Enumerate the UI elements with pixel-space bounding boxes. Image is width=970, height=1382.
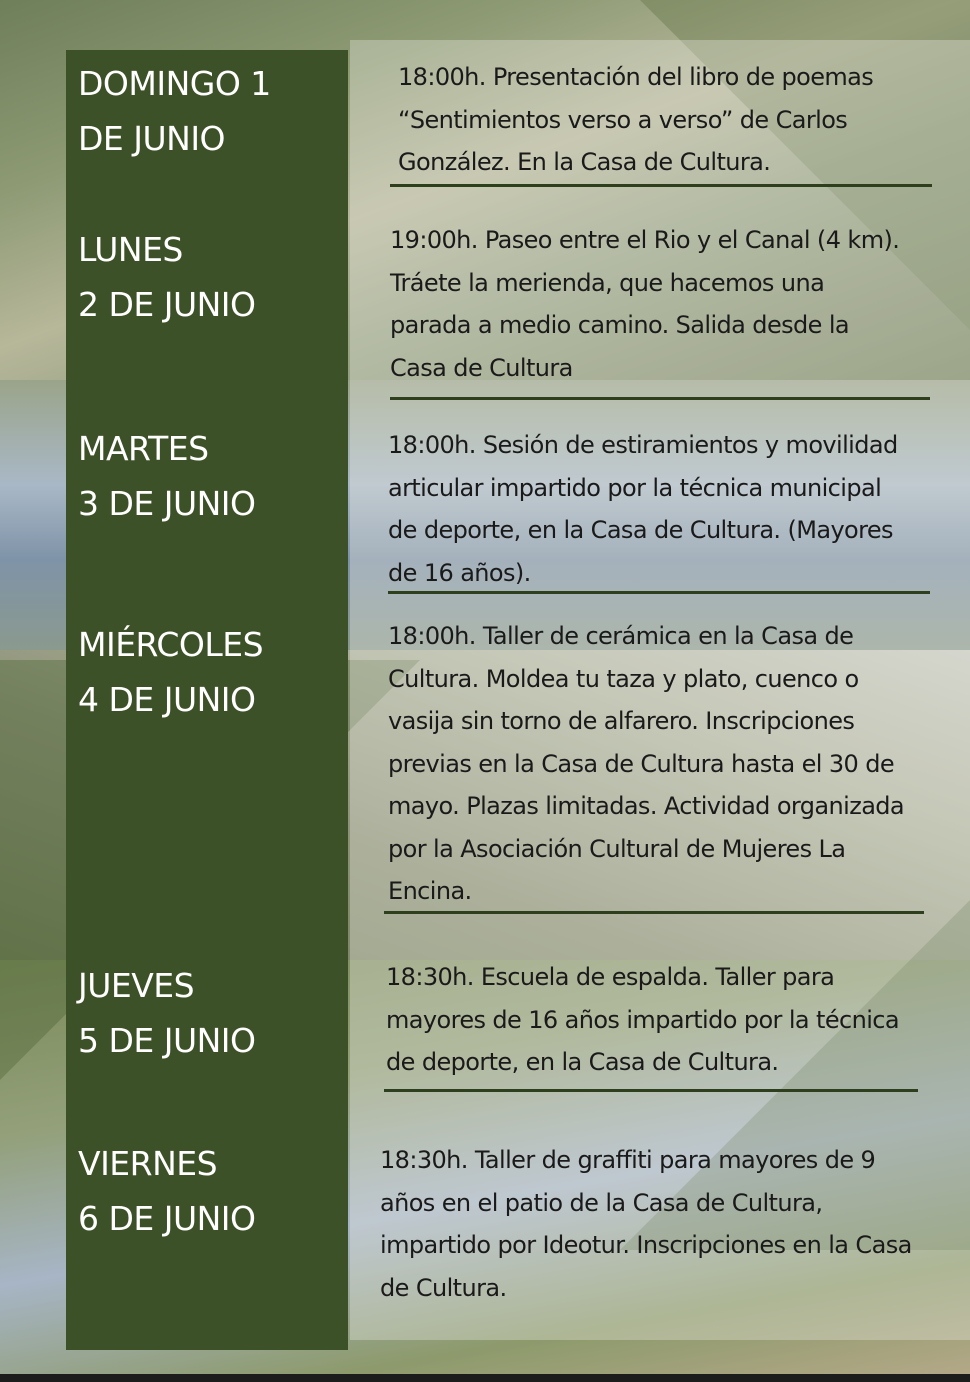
- event-line: de deporte, en la Casa de Cultura. (Mayores: [388, 516, 893, 544]
- day-weekday: MIÉRCOLES: [78, 625, 264, 664]
- event-line: 18:30h. Taller de graffiti para mayores de 9: [380, 1146, 876, 1174]
- event-line: 18:00h. Presentación del libro de poemas: [398, 63, 874, 91]
- event-line: 18:00h. Taller de cerámica en la Casa de: [388, 622, 854, 650]
- divider-line: [390, 184, 932, 187]
- day-label-5: [78, 958, 348, 1068]
- divider-line: [384, 1089, 918, 1092]
- divider-line: [390, 397, 930, 400]
- event-line: parada a medio camino. Salida desde la: [390, 311, 850, 339]
- event-line: González. En la Casa de Cultura.: [398, 148, 771, 176]
- event-description-6: [380, 1139, 950, 1309]
- day-label-6: [78, 1136, 348, 1246]
- day-date: 6 DE JUNIO: [78, 1199, 256, 1238]
- day-date: 5 DE JUNIO: [78, 1021, 256, 1060]
- day-label-1: [78, 56, 348, 166]
- event-line: de Cultura.: [380, 1273, 507, 1302]
- event-line: de deporte, en la Casa de Cultura.: [386, 1048, 779, 1076]
- event-line: mayores de 16 años impartido por la técnica: [386, 1005, 899, 1034]
- event-description-1: [398, 56, 938, 184]
- day-label-3: [78, 421, 348, 531]
- day-weekday: MARTES: [78, 429, 209, 468]
- bottom-border: [0, 1374, 970, 1382]
- event-line: articular impartido por la técnica municipal: [388, 473, 882, 502]
- event-line: 18:00h. Sesión de estiramientos y movilidad: [388, 431, 898, 459]
- event-description-2: [390, 219, 950, 389]
- event-line: vasija sin torno de alfarero. Inscripciones: [388, 707, 855, 735]
- event-line: impartido por Ideotur. Inscripciones en la Casa: [380, 1231, 912, 1259]
- day-date: 2 DE JUNIO: [78, 285, 256, 324]
- day-date: 3 DE JUNIO: [78, 484, 256, 523]
- event-line: años en el patio de la Casa de Cultura,: [380, 1188, 823, 1217]
- event-line: “Sentimientos verso a verso” de Carlos: [398, 105, 848, 134]
- day-weekday: DOMINGO 1: [78, 64, 271, 103]
- day-label-4: [78, 617, 348, 727]
- day-date: 4 DE JUNIO: [78, 680, 256, 719]
- event-line: 19:00h. Paseo entre el Rio y el Canal (4 km).: [390, 226, 900, 254]
- event-line: por la Asociación Cultural de Mujeres La: [388, 834, 846, 863]
- divider-line: [388, 591, 930, 594]
- event-line: mayo. Plazas limitadas. Actividad organizada: [388, 792, 905, 820]
- event-description-5: [386, 956, 946, 1084]
- event-line: previas en la Casa de Cultura hasta el 30 de: [388, 749, 895, 778]
- day-date: DE JUNIO: [78, 119, 226, 158]
- event-line: Casa de Cultura: [390, 353, 573, 382]
- event-description-3: [388, 424, 948, 594]
- event-line: Cultura. Moldea tu taza y plato, cuenco o: [388, 664, 859, 693]
- event-line: de 16 años).: [388, 558, 531, 587]
- day-weekday: VIERNES: [78, 1144, 218, 1183]
- event-line: Tráete la merienda, que hacemos una: [390, 268, 825, 297]
- event-line: 18:30h. Escuela de espalda. Taller para: [386, 963, 835, 991]
- day-label-2: [78, 222, 348, 332]
- event-line: Encina.: [388, 877, 472, 905]
- day-weekday: LUNES: [78, 230, 183, 269]
- day-weekday: JUEVES: [78, 966, 195, 1005]
- divider-line: [384, 911, 924, 914]
- event-description-4: [388, 615, 958, 913]
